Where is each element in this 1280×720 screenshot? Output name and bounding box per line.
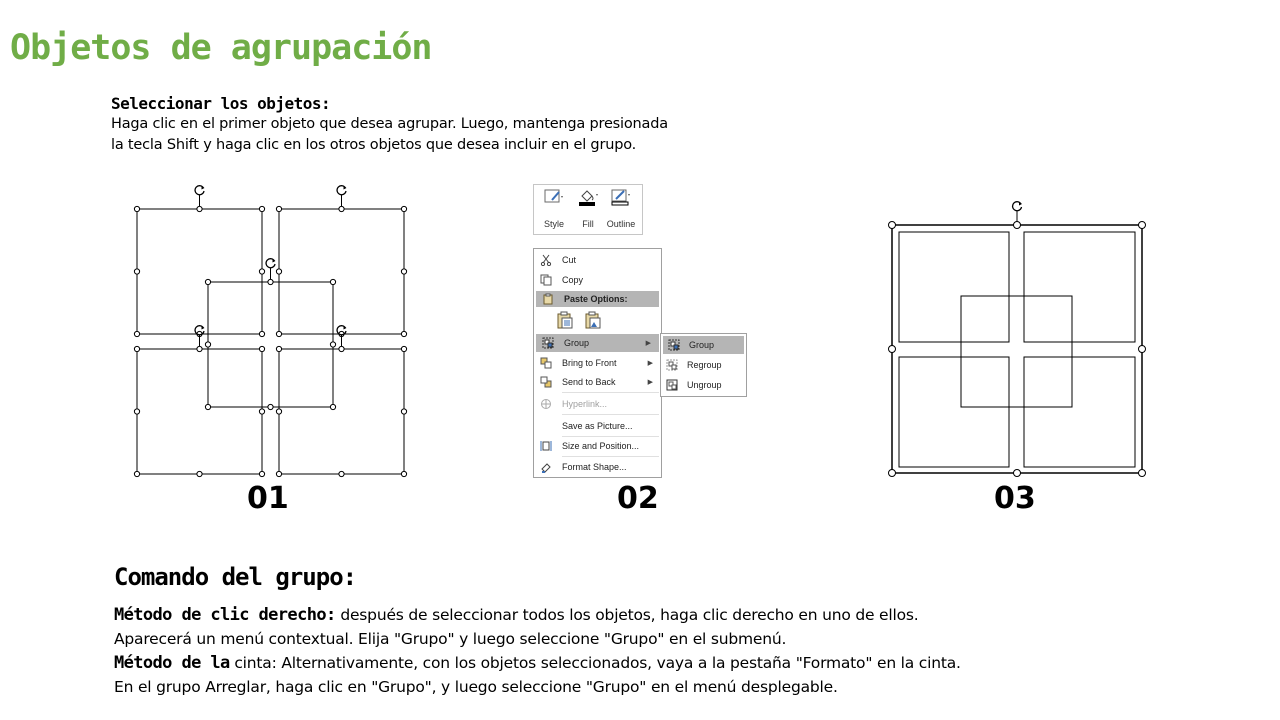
- paste-as-picture-icon[interactable]: [584, 311, 602, 331]
- resize-handle[interactable]: [276, 269, 281, 274]
- menu-item-hyperlink: [534, 395, 661, 413]
- menu-item-bring-to-front[interactable]: [534, 354, 661, 372]
- submenu-item-group-label: Group: [689, 340, 715, 350]
- rotate-handle-icon[interactable]: [195, 326, 204, 335]
- menu-item-copy[interactable]: [534, 271, 661, 289]
- submenu-arrow-icon: ▶: [647, 379, 653, 386]
- resize-handle[interactable]: [330, 342, 335, 347]
- resize-handle[interactable]: [889, 470, 896, 477]
- paste-option-buttons: [556, 311, 602, 331]
- submenu-arrow-icon: ▶: [645, 340, 651, 347]
- resize-handle[interactable]: [259, 269, 264, 274]
- rotate-handle-icon[interactable]: [266, 259, 275, 268]
- submenu-item-regroup-label: Regroup: [687, 360, 722, 370]
- fill-label: Fill: [582, 219, 594, 229]
- ungroup-icon: [661, 379, 683, 391]
- group-icon: [663, 339, 685, 351]
- format-ribbon-mini: [533, 184, 643, 235]
- intro-block: [111, 94, 811, 156]
- outline-button[interactable]: [604, 187, 638, 229]
- figure-02-label: 02: [617, 481, 659, 516]
- intro-line-2: la tecla Shift y haga clic en los otros objetos que desea incluir en el grupo.: [111, 137, 637, 153]
- menu-item-format-shape[interactable]: [534, 458, 661, 476]
- resize-handle[interactable]: [259, 206, 264, 211]
- hyperlink-icon: [534, 398, 558, 410]
- right-click-method-title: Método de clic derecho:: [114, 605, 336, 625]
- resize-handle[interactable]: [197, 471, 202, 476]
- resize-handle[interactable]: [889, 346, 896, 353]
- regroup-icon: [661, 359, 683, 371]
- resize-handle[interactable]: [205, 342, 210, 347]
- resize-handle[interactable]: [1014, 470, 1021, 477]
- submenu-item-ungroup[interactable]: [661, 376, 746, 394]
- menu-item-send-to-back-label: Send to Back: [562, 377, 616, 387]
- resize-handle[interactable]: [339, 346, 344, 351]
- send-to-back-icon: [534, 376, 558, 388]
- menu-item-size-and-position-label: Size and Position...: [562, 441, 640, 451]
- bring-to-front-icon: [534, 357, 558, 369]
- menu-item-format-shape-label: Format Shape...: [562, 462, 627, 472]
- methods-paragraph: [114, 603, 1214, 699]
- resize-handle[interactable]: [401, 471, 406, 476]
- resize-handle[interactable]: [134, 206, 139, 211]
- resize-handle[interactable]: [276, 471, 281, 476]
- resize-handle[interactable]: [134, 346, 139, 351]
- right-click-method-text-1: después de seleccionar todos los objetos, haga clic derecho en uno de ellos.: [335, 606, 919, 624]
- menu-item-size-and-position[interactable]: [534, 437, 661, 455]
- menu-item-cut-label: Cut: [562, 255, 577, 265]
- resize-handle[interactable]: [205, 279, 210, 284]
- group-command-section: [114, 560, 1214, 699]
- size-position-icon: [534, 440, 558, 452]
- resize-handle[interactable]: [339, 206, 344, 211]
- clipboard-icon: [536, 293, 560, 305]
- menu-item-save-as-picture-label: Save as Picture...: [562, 421, 633, 431]
- resize-handle[interactable]: [401, 346, 406, 351]
- submenu-item-regroup[interactable]: [661, 356, 746, 374]
- menu-item-group[interactable]: [536, 334, 659, 352]
- resize-handle[interactable]: [889, 222, 896, 229]
- section-heading: Comando del grupo:: [114, 563, 357, 591]
- style-button[interactable]: [537, 187, 571, 229]
- rotate-handle-icon[interactable]: [337, 326, 346, 335]
- menu-item-group-label: Group: [564, 338, 590, 348]
- group-submenu: [660, 333, 747, 397]
- fill-bucket-icon: [571, 187, 605, 207]
- ribbon-method-text-2: En el grupo Arreglar, haga clic en "Grupo", y luego seleccione "Grupo" en el menú desplegable.: [114, 678, 838, 696]
- outline-pen-icon: [604, 187, 638, 207]
- resize-handle[interactable]: [330, 404, 335, 409]
- resize-handle[interactable]: [401, 409, 406, 414]
- ribbon-method-text-1: cinta: Alternativamente, con los objetos seleccionados, vaya a la pestaña "Formato" en la cinta.: [229, 654, 961, 672]
- figure-03-label: 03: [994, 481, 1036, 516]
- resize-handle[interactable]: [276, 206, 281, 211]
- resize-handle[interactable]: [1139, 222, 1146, 229]
- resize-handle[interactable]: [330, 279, 335, 284]
- group-icon: [536, 337, 560, 349]
- menu-item-save-as-picture[interactable]: [534, 417, 661, 435]
- ribbon-method-title: Método de la: [114, 653, 230, 673]
- resize-handle[interactable]: [1014, 222, 1021, 229]
- resize-handle[interactable]: [259, 409, 264, 414]
- outline-label: Outline: [606, 219, 636, 229]
- submenu-item-ungroup-label: Ungroup: [687, 380, 722, 390]
- paste-options-label: Paste Options:: [564, 294, 628, 304]
- resize-handle[interactable]: [268, 279, 273, 284]
- paste-options-header: [536, 291, 659, 307]
- resize-handle[interactable]: [197, 206, 202, 211]
- resize-handle[interactable]: [259, 331, 264, 336]
- menu-item-hyperlink-label: Hyperlink...: [562, 399, 608, 409]
- resize-handle[interactable]: [197, 346, 202, 351]
- resize-handle[interactable]: [134, 269, 139, 274]
- menu-item-cut[interactable]: [534, 251, 661, 269]
- submenu-arrow-icon: ▶: [647, 360, 653, 367]
- rotate-handle-icon[interactable]: [337, 186, 346, 195]
- rotate-handle-icon[interactable]: [195, 186, 204, 195]
- style-label: Style: [543, 219, 564, 229]
- resize-handle[interactable]: [134, 409, 139, 414]
- copy-icon: [534, 274, 558, 286]
- paste-keep-formatting-icon[interactable]: [556, 311, 574, 331]
- resize-handle[interactable]: [276, 409, 281, 414]
- resize-handle[interactable]: [401, 269, 406, 274]
- menu-item-copy-label: Copy: [562, 275, 584, 285]
- resize-handle[interactable]: [197, 331, 202, 336]
- resize-handle[interactable]: [259, 346, 264, 351]
- resize-handle[interactable]: [339, 471, 344, 476]
- page-title: Objetos de agrupación: [10, 28, 432, 68]
- resize-handle[interactable]: [259, 471, 264, 476]
- intro-heading: Seleccionar los objetos:: [111, 94, 331, 113]
- resize-handle[interactable]: [1139, 346, 1146, 353]
- resize-handle[interactable]: [276, 331, 281, 336]
- figure-01-label: 01: [247, 481, 289, 516]
- context-menu: [533, 248, 662, 478]
- resize-handle[interactable]: [339, 331, 344, 336]
- resize-handle[interactable]: [205, 404, 210, 409]
- style-icon: [537, 187, 571, 207]
- resize-handle[interactable]: [268, 404, 273, 409]
- menu-item-bring-to-front-label: Bring to Front: [562, 358, 617, 368]
- rotate-handle-icon[interactable]: [1013, 202, 1022, 211]
- submenu-item-group[interactable]: [663, 336, 744, 354]
- intro-line-1: Haga clic en el primer objeto que desea agrupar. Luego, mantenga presionada: [111, 116, 668, 132]
- resize-handle[interactable]: [134, 331, 139, 336]
- resize-handle[interactable]: [134, 471, 139, 476]
- menu-item-send-to-back[interactable]: [534, 373, 661, 391]
- resize-handle[interactable]: [401, 331, 406, 336]
- resize-handle[interactable]: [401, 206, 406, 211]
- scissors-icon: [534, 254, 558, 266]
- resize-handle[interactable]: [276, 346, 281, 351]
- resize-handle[interactable]: [1139, 470, 1146, 477]
- right-click-method-text-2: Aparecerá un menú contextual. Elija "Grupo" y luego seleccione "Grupo" en el submenú.: [114, 630, 787, 648]
- format-shape-icon: [534, 461, 558, 473]
- fill-button[interactable]: [571, 187, 605, 229]
